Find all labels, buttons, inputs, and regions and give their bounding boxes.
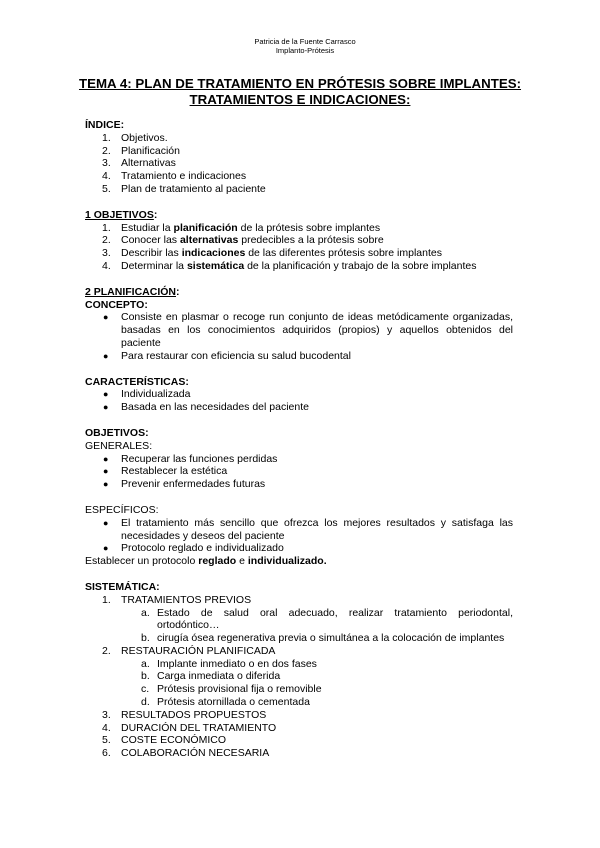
list-item: ● Recuperar las funciones perdidas [103, 452, 278, 465]
list-item: 3. Describir las indicaciones de las diferentes prótesis sobre implantes [102, 247, 442, 260]
sistematica-list [85, 594, 513, 607]
concepto-heading: CONCEPTO: [85, 298, 148, 311]
caracteristicas-list [85, 388, 513, 414]
objetivos-section-heading: 1 OBJETIVOS: [85, 208, 158, 221]
sistematica-heading: SISTEMÁTICA: [85, 580, 160, 593]
list-item: c. Prótesis provisional fija o removible [141, 683, 322, 696]
document-body [85, 119, 513, 760]
list-item: 2. RESTAURACIÓN PLANIFICADA [102, 644, 276, 657]
indice-heading: ÍNDICE: [85, 119, 125, 131]
list-item: b. cirugía ósea regenerativa previa o simultánea a la colocación de implantes [141, 632, 505, 645]
list-item: 3. Alternativas [102, 157, 176, 170]
list-item: 5. Plan de tratamiento al paciente [102, 182, 266, 195]
concepto-list [85, 311, 513, 362]
caracteristicas-heading: CARACTERÍSTICAS: [85, 375, 189, 388]
list-item: a. Implante inmediato o en dos fases [141, 657, 317, 670]
list-item: 1. Objetivos. [102, 131, 168, 144]
list-item: a. Estado de salud oral adecuado, realizar tratamiento periodontal, ortodóntico… [141, 606, 513, 632]
list-item: 4. Tratamiento e indicaciones [102, 170, 247, 183]
especificos-label: ESPECÍFICOS: [85, 503, 159, 516]
list-item: 1. Estudiar la planificación de la prótesis sobre implantes [102, 221, 381, 234]
list-item: 4. Determinar la sistemática de la planificación y trabajo de la sobre implantes [102, 259, 477, 272]
objetivos-heading: OBJETIVOS: [85, 426, 149, 439]
list-item: 6. COLABORACIÓN NECESARIA [102, 747, 270, 760]
list-item: ● Consiste en plasmar o recoge run conjunto de ideas metódicamente organizadas, basadas en los conocimientos adquiridos (propios) y aquellos obtenidos del paciente [103, 311, 513, 349]
list-item: ● Prevenir enfermedades futuras [103, 478, 266, 491]
generales-list [85, 453, 513, 491]
document-title: TEMA 4: PLAN DE TRATAMIENTO EN PRÓTESIS SOBRE IMPLANTES: TRATAMIENTOS E INDICACIONES: [78, 76, 522, 107]
list-item: ● Individualizada [103, 388, 191, 401]
list-item: 3. RESULTADOS PROPUESTOS [102, 708, 267, 721]
establecer-protocolo: Establecer un protocolo reglado e individualizado. [85, 555, 327, 568]
list-item: 2. Conocer las alternativas predecibles a la prótesis sobre [102, 234, 384, 247]
list-item: ● El tratamiento más sencillo que ofrezca los mejores resultados y satisfaga las necesidades y deseos del paciente [103, 516, 513, 542]
generales-label: GENERALES: [85, 439, 153, 452]
page-header [0, 37, 600, 55]
sistematica-sublist-1 [85, 607, 513, 645]
objetivos-list [85, 222, 513, 273]
planificacion-heading: 2 PLANIFICACIÓN: [85, 285, 180, 298]
header-author: Patricia de la Fuente Carrasco [254, 37, 356, 46]
list-item: 2. Planificación [102, 144, 180, 157]
indice-list [85, 132, 513, 196]
list-item: ● Protocolo reglado e individualizado [103, 542, 284, 555]
list-item: 1. TRATAMIENTOS PREVIOS [102, 593, 252, 606]
list-item: ● Basada en las necesidades del paciente [103, 401, 309, 414]
list-item: ● Restablecer la estética [103, 465, 228, 478]
list-item: d. Prótesis atornillada o cementada [141, 696, 310, 709]
list-item: b. Carga inmediata o diferida [141, 670, 281, 683]
list-item: ● Para restaurar con eficiencia su salud bucodental [103, 349, 351, 362]
list-item: 4. DURACIÓN DEL TRATAMIENTO [102, 721, 277, 734]
sistematica-sublist-2 [85, 658, 513, 709]
especificos-list [85, 517, 513, 555]
list-item: 5. COSTE ECONÓMICO [102, 734, 227, 747]
header-subject: Implanto-Prótesis [275, 46, 335, 55]
